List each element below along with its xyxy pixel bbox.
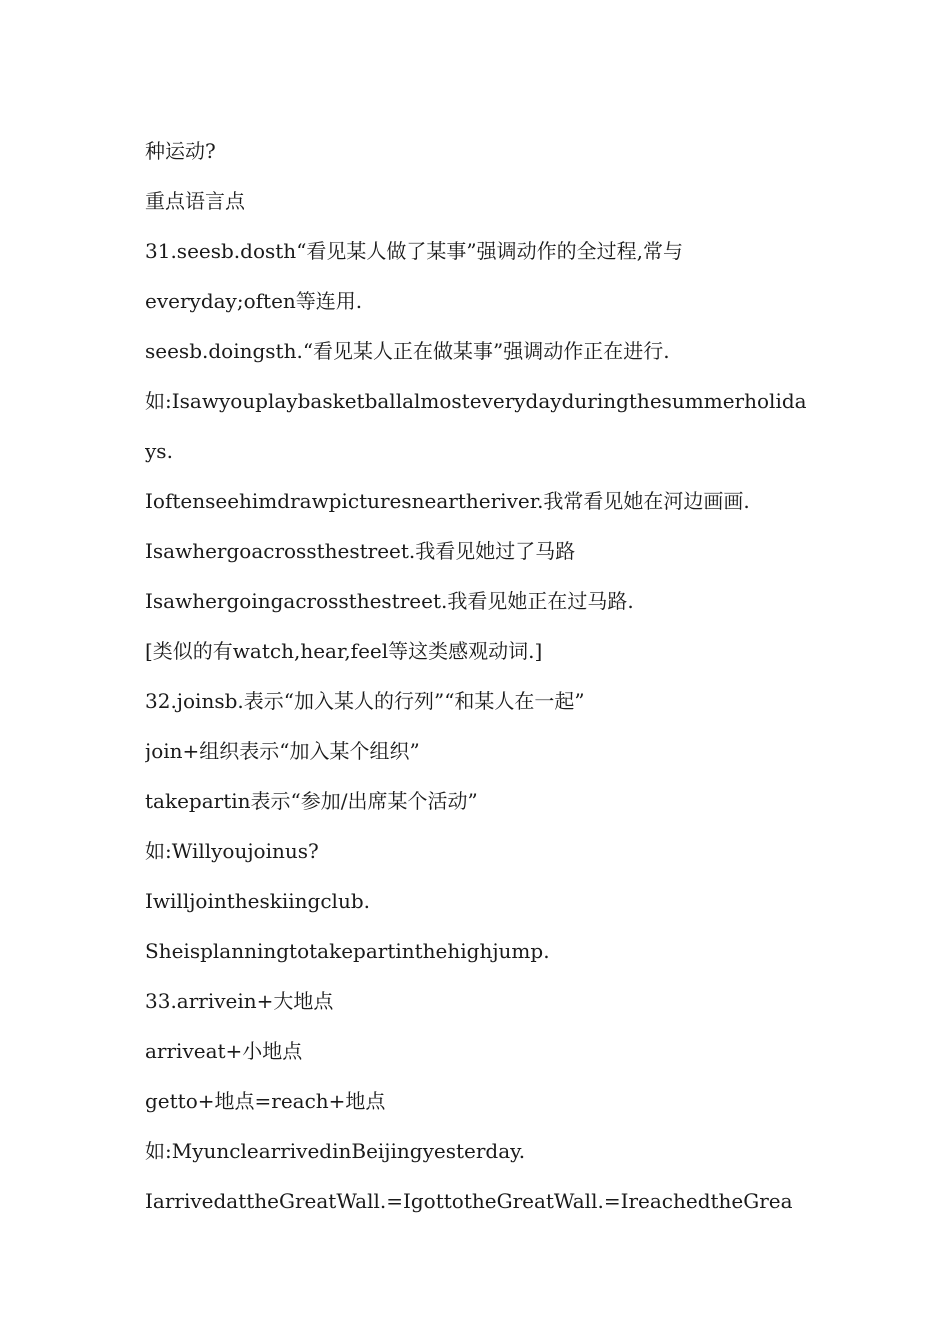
section-heading: 重点语言点 <box>145 189 245 213</box>
example-line: Ioftenseehimdrawpicturesneartheriver.我常看见她在河边画画. <box>145 489 750 513</box>
text-line: 33.arrivein+大地点 <box>145 989 334 1013</box>
text-line: arriveat+小地点 <box>145 1039 303 1063</box>
text-line: 种运动? <box>145 139 216 163</box>
example-line: Iwilljointheskiingclub. <box>145 889 370 913</box>
text-line: everyday;often等连用. <box>145 289 363 313</box>
text-line: getto+地点=reach+地点 <box>145 1089 386 1113</box>
text-line: takepartin表示“参加/出席某个活动” <box>145 789 478 813</box>
example-line: Sheisplanningtotakepartinthehighjump. <box>145 939 550 963</box>
example-line: Isawhergoingacrossthestreet.我看见她正在过马路. <box>145 589 634 613</box>
example-line: ys. <box>145 439 173 463</box>
text-line: join+组织表示“加入某个组织” <box>145 739 420 763</box>
text-line: 32.joinsb.表示“加入某人的行列”“和某人在一起” <box>145 689 585 713</box>
text-line: 31.seesb.dosth“看见某人做了某事”强调动作的全过程,常与 <box>145 239 683 263</box>
example-line: 如:Isawyouplaybasketballalmosteverydayduringthesummerholida <box>145 389 807 413</box>
example-line: 如:MyunclearrivedinBeijingyesterday. <box>145 1139 526 1163</box>
document-body <box>145 135 810 1235</box>
example-line: Isawhergoacrossthestreet.我看见她过了马路 <box>145 539 576 563</box>
example-line: IarrivedattheGreatWall.=IgottotheGreatWall.=IreachedtheGrea <box>145 1189 793 1213</box>
text-line: seesb.doingsth.“看见某人正在做某事”强调动作正在进行. <box>145 339 670 363</box>
note-line: [类似的有watch,hear,feel等这类感观动词.] <box>145 639 543 663</box>
example-line: 如:Willyoujoinus? <box>145 839 319 863</box>
